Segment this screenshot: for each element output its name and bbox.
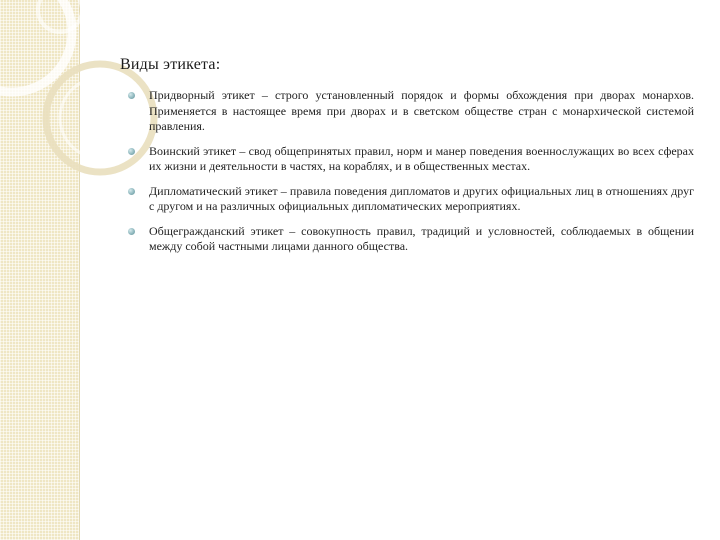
deco-circle-small [38,0,82,32]
bullet-item-diplomatic [128,184,694,215]
bullet-dot-icon [128,228,135,235]
bullet-item-military [128,144,694,175]
slide-title: Виды этикета: [120,56,221,73]
bullet-text: Общегражданский этикет – совокупность правил, традиций и условностей, соблюдаемых в общении между собой частными лицами данного общества. [149,223,694,253]
bullet-dot-icon [128,92,135,99]
bullet-text: Воинский этикет – свод общепринятых правил, норм и манер поведения военнослужащих во всех сферах их жизни и деятельности в частях, на кораблях, и в общественных местах. [149,143,694,173]
bullet-item-court [128,88,694,135]
bullet-dot-icon [128,188,135,195]
bullet-item-civil [128,224,694,255]
bullet-text: Придворный этикет – строго установленный порядок и формы обхождения при дворах монархов. Применяется в настоящее время при дворах и в светском обществе стран с монархической системой правления. [149,88,694,133]
bullet-list [128,88,694,264]
bullet-dot-icon [128,148,135,155]
bullet-text: Дипломатический этикет – правила поведения дипломатов и других официальных лиц в отношениях друг с другом и на различных официальных дипломатических мероприятиях. [149,183,694,213]
